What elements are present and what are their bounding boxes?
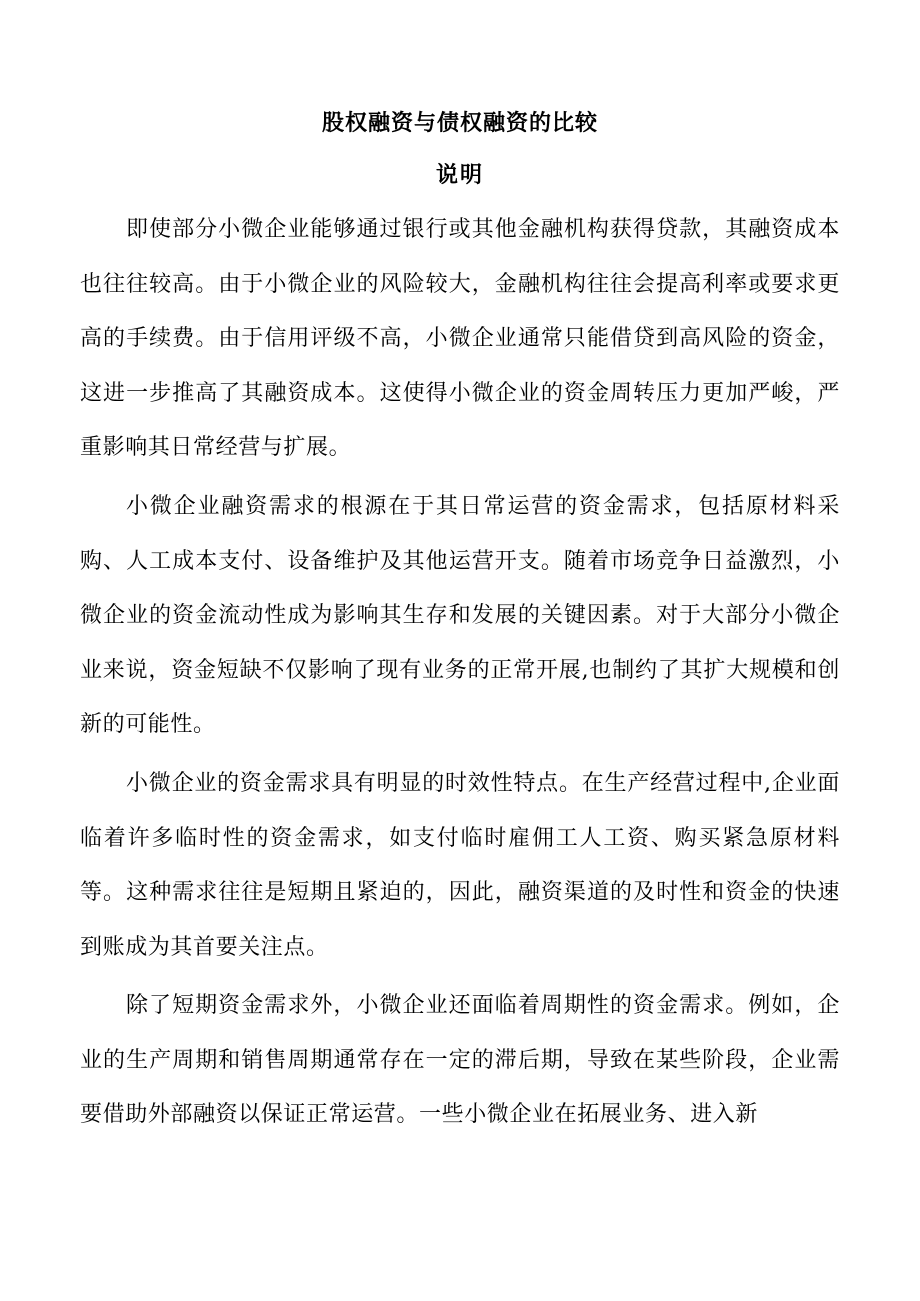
paragraph: 小微企业融资需求的根源在于其日常运营的资金需求，包括原材料采购、人工成本支付、设备维护及其他运营开支。随着市场竞争日益激烈，小微企业的资金流动性成为影响其生存和发展的关键因素。对于大部分小微企业来说，资金短缺不仅影响了现有业务的正常开展,也制约了其扩大规模和创新的可能性。: [80, 494, 840, 737]
paragraph: 除了短期资金需求外，小微企业还面临着周期性的资金需求。例如，企业的生产周期和销售周期通常存在一定的滞后期，导致在某些阶段，企业需要借助外部融资以保证正常运营。一些小微企业在拓展业务、进入新: [80, 993, 840, 1127]
document-title: 股权融资与债权融资的比较: [321, 110, 598, 136]
paragraph: 小微企业的资金需求具有明显的时效性特点。在生产经营过程中,企业面临着许多临时性的资金需求，如支付临时雇佣工人工资、购买紧急原材料等。这种需求往往是短期且紧迫的，因此，融资渠道的及时性和资金的快速到账成为其首要关注点。: [80, 771, 840, 960]
document-subtitle: 说明: [435, 162, 484, 188]
paragraph: 即使部分小微企业能够通过银行或其他金融机构获得贷款，其融资成本也往往较高。由于小微企业的风险较大，金融机构往往会提高利率或要求更高的手续费。由于信用评级不高，小微企业通常只能借贷到高风险的资金，这进一步推高了其融资成本。这使得小微企业的资金周转压力更加严峻，严重影响其日常经营与扩展。: [80, 217, 840, 460]
